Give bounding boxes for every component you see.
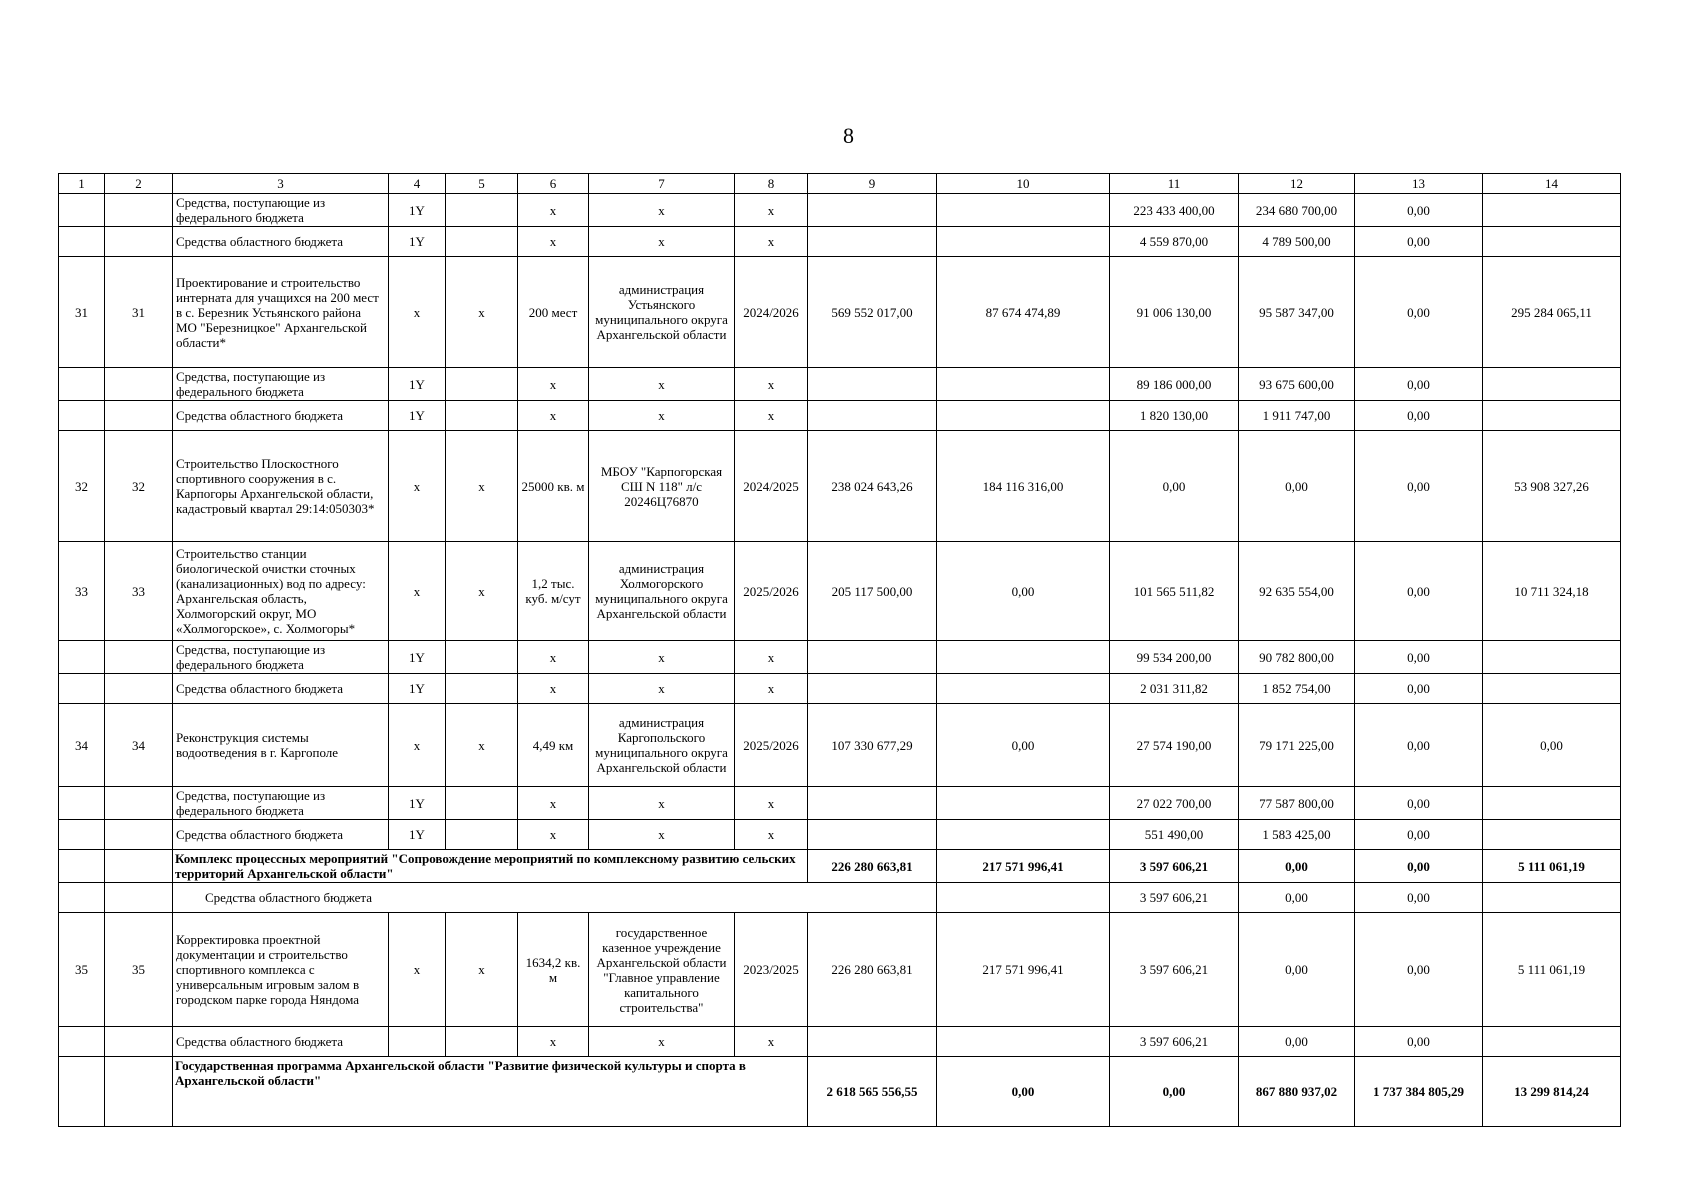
table-cell [937,194,1110,227]
table-cell [446,1027,518,1057]
table-row [59,194,1621,227]
table-cell: 0,00 [1483,704,1621,787]
table-cell: 226 280 663,81 [808,850,937,883]
table-cell: 10 711 324,18 [1483,542,1621,641]
table-cell [59,674,105,704]
page-number: 8 [843,123,854,148]
table-cell [59,194,105,227]
table-cell: 295 284 065,11 [1483,257,1621,368]
complex-summary-row [59,850,1621,883]
table-cell: x [518,674,589,704]
table-cell: 0,00 [1239,1027,1355,1057]
table-cell: Проектирование и строительство интерната для учащихся на 200 мест в с. Березник Устьянского района МО "Березницкое" Архангельской области* [173,257,389,368]
table-cell: администрация Холмогорского муниципального округа Архангельской области [589,542,735,641]
table-cell: 1Y [389,194,446,227]
table-cell: 217 571 996,41 [937,850,1110,883]
table-cell: x [518,820,589,850]
table-cell [1483,883,1621,913]
table-cell: x [735,787,808,820]
table-cell: 27 574 190,00 [1110,704,1239,787]
table-cell: 34 [59,704,105,787]
table-cell: x [518,641,589,674]
column-header: 5 [446,174,518,194]
table-cell: 1Y [389,674,446,704]
table-cell [937,368,1110,401]
table-cell: 79 171 225,00 [1239,704,1355,787]
table-cell: 0,00 [1355,787,1483,820]
table-cell: МБОУ "Карпогорская СШ N 118" л/с 20246Ц76870 [589,431,735,542]
column-header: 2 [105,174,173,194]
table-cell: 3 597 606,21 [1110,850,1239,883]
table-cell: x [446,431,518,542]
table-cell: 5 111 061,19 [1483,850,1621,883]
table-cell [105,787,173,820]
table-row [59,641,1621,674]
table-cell: 1 820 130,00 [1110,401,1239,431]
column-header: 11 [1110,174,1239,194]
table-cell: 2024/2025 [735,431,808,542]
table-cell: 2 618 565 556,55 [808,1057,937,1127]
table-cell: x [735,194,808,227]
table-cell: x [446,542,518,641]
table-cell [937,787,1110,820]
table-cell: x [735,820,808,850]
table-cell: администрация Устьянского муниципального округа Архангельской области [589,257,735,368]
table-cell [808,674,937,704]
table-cell: 0,00 [1355,542,1483,641]
table-cell [1483,368,1621,401]
table-cell: Средства, поступающие из федерального бюджета [173,368,389,401]
table-row [59,704,1621,787]
table-row [59,227,1621,257]
table-cell: 0,00 [1355,401,1483,431]
table-cell: x [735,641,808,674]
table-cell: 87 674 474,89 [937,257,1110,368]
table-cell: 0,00 [1355,227,1483,257]
table-cell [105,1057,173,1127]
table-cell: 0,00 [937,1057,1110,1127]
table-cell: 0,00 [1355,257,1483,368]
table-cell: Средства областного бюджета [173,1027,389,1057]
table-cell [59,787,105,820]
table-cell: 0,00 [1355,1027,1483,1057]
table-cell: 13 299 814,24 [1483,1057,1621,1127]
table-cell: 1,2 тыс. куб. м/сут [518,542,589,641]
table-row [59,542,1621,641]
table-cell: Средства областного бюджета [173,820,389,850]
table-cell [389,1027,446,1057]
table-cell: 217 571 996,41 [937,913,1110,1027]
table-cell [105,194,173,227]
table-cell: 91 006 130,00 [1110,257,1239,368]
table-cell: 90 782 800,00 [1239,641,1355,674]
table-cell [808,194,937,227]
table-cell [446,194,518,227]
table-cell: x [518,787,589,820]
table-cell: 31 [59,257,105,368]
table-cell: 107 330 677,29 [808,704,937,787]
table-cell: 35 [59,913,105,1027]
table-cell [1483,641,1621,674]
table-cell: 1 911 747,00 [1239,401,1355,431]
table-cell [1483,674,1621,704]
table-cell: x [389,913,446,1027]
table-cell: x [518,401,589,431]
table-cell: администрация Каргопольского муниципального округа Архангельской области [589,704,735,787]
table-row [59,368,1621,401]
table-cell: 3 597 606,21 [1110,883,1239,913]
table-cell [59,883,105,913]
table-cell: x [589,368,735,401]
column-header: 10 [937,174,1110,194]
table-cell: 0,00 [1355,913,1483,1027]
table-cell: 569 552 017,00 [808,257,937,368]
table-cell: 3 597 606,21 [1110,1027,1239,1057]
table-cell: x [518,368,589,401]
table-cell: Средства областного бюджета [173,401,389,431]
table-cell [808,227,937,257]
complex-title: Комплекс процессных мероприятий "Сопровождение мероприятий по комплексному развитию сельских территорий Архангельской области" [173,850,808,883]
table-cell: 35 [105,913,173,1027]
table-cell [1483,401,1621,431]
table-cell [937,883,1110,913]
table-cell: x [735,401,808,431]
table-cell: 4 789 500,00 [1239,227,1355,257]
table-cell: 4,49 км [518,704,589,787]
table-cell: x [735,368,808,401]
table-cell: 1 852 754,00 [1239,674,1355,704]
column-header: 1 [59,174,105,194]
table-cell: 184 116 316,00 [937,431,1110,542]
table-cell: 0,00 [1355,641,1483,674]
column-header: 8 [735,174,808,194]
table-cell: 1Y [389,641,446,674]
table-cell: 0,00 [1355,431,1483,542]
table-cell [808,1027,937,1057]
table-cell [446,227,518,257]
table-cell: 0,00 [1355,194,1483,227]
budget-table [58,173,1621,1127]
table-cell: Средства, поступающие из федерального бюджета [173,641,389,674]
column-header: 4 [389,174,446,194]
table-cell [937,641,1110,674]
table-cell: 0,00 [1355,850,1483,883]
table-cell [446,401,518,431]
table-cell: Средства областного бюджета [173,674,389,704]
complex-oblast-label: Средства областного бюджета [173,883,937,913]
table-cell: 53 908 327,26 [1483,431,1621,542]
column-header: 7 [589,174,735,194]
table-cell: 0,00 [1110,1057,1239,1127]
table-cell: 0,00 [1239,850,1355,883]
table-cell: Средства, поступающие из федерального бюджета [173,787,389,820]
table-cell [105,401,173,431]
table-cell: x [389,704,446,787]
table-cell: x [735,674,808,704]
table-cell: 0,00 [1239,913,1355,1027]
table-cell [105,850,173,883]
table-cell: x [735,1027,808,1057]
table-cell: 0,00 [1355,883,1483,913]
table-cell: 2 031 311,82 [1110,674,1239,704]
table-cell [59,850,105,883]
table-cell: 1634,2 кв. м [518,913,589,1027]
table-cell: Средства, поступающие из федерального бюджета [173,194,389,227]
table-cell: x [389,257,446,368]
table-cell: 0,00 [1355,368,1483,401]
table-cell: 2024/2026 [735,257,808,368]
table-cell [937,227,1110,257]
table-cell: x [589,674,735,704]
table-row [59,431,1621,542]
table-cell [59,820,105,850]
table-cell [59,1027,105,1057]
table-cell [1483,227,1621,257]
table-cell: 234 680 700,00 [1239,194,1355,227]
table-cell: 77 587 800,00 [1239,787,1355,820]
table-cell: x [389,431,446,542]
table-cell: 95 587 347,00 [1239,257,1355,368]
column-header: 14 [1483,174,1621,194]
table-cell [446,368,518,401]
table-cell [1483,1027,1621,1057]
table-cell [808,401,937,431]
table-cell: государственное казенное учреждение Архангельской области "Главное управление капитального строительства" [589,913,735,1027]
table-cell: 2023/2025 [735,913,808,1027]
table-cell: 0,00 [1110,431,1239,542]
table-cell: Реконструкция системы водоотведения в г. Каргополе [173,704,389,787]
table-cell: 89 186 000,00 [1110,368,1239,401]
table-cell: 5 111 061,19 [1483,913,1621,1027]
table-cell: Строительство станции биологической очистки сточных (канализационных) вод по адресу: Архангельская область, Холмогорский округ, МО «Холмогорское», с. Холмогоры* [173,542,389,641]
table-cell: Корректировка проектной документации и строительство спортивного комплекса с универсальным игровым залом в городском парке города Няндома [173,913,389,1027]
table-cell: 93 675 600,00 [1239,368,1355,401]
table-cell: 25000 кв. м [518,431,589,542]
table-cell: 0,00 [1355,704,1483,787]
table-cell [1483,820,1621,850]
table-cell [105,368,173,401]
table-cell: 33 [105,542,173,641]
table-cell: 238 024 643,26 [808,431,937,542]
table-cell [937,401,1110,431]
table-cell: 2025/2026 [735,704,808,787]
table-body [59,174,1621,1127]
table-cell: Средства областного бюджета [173,227,389,257]
program-total-row [59,1057,1621,1127]
table-cell: x [589,194,735,227]
table-cell [808,368,937,401]
table-cell: x [446,913,518,1027]
table-cell: 4 559 870,00 [1110,227,1239,257]
table-cell: 31 [105,257,173,368]
table-cell: 101 565 511,82 [1110,542,1239,641]
table-cell: x [446,704,518,787]
table-cell: x [518,227,589,257]
table-cell: 0,00 [1239,883,1355,913]
table-cell: 92 635 554,00 [1239,542,1355,641]
table-cell [446,820,518,850]
table-cell [937,820,1110,850]
header-row [59,174,1621,194]
table-cell: 32 [105,431,173,542]
table-cell: 1 583 425,00 [1239,820,1355,850]
table-cell: 200 мест [518,257,589,368]
table-cell: 3 597 606,21 [1110,913,1239,1027]
table-cell [59,401,105,431]
table-cell: 867 880 937,02 [1239,1057,1355,1127]
table-cell: 1 737 384 805,29 [1355,1057,1483,1127]
table-cell: 34 [105,704,173,787]
table-cell [808,641,937,674]
table-cell [105,820,173,850]
table-cell [446,674,518,704]
table-cell: x [518,1027,589,1057]
program-title: Государственная программа Архангельской области "Развитие физической культуры и спорта в Архангельской области" [173,1057,808,1127]
table-cell [446,641,518,674]
table-cell: x [589,401,735,431]
table-cell [105,674,173,704]
table-row [59,787,1621,820]
table-row [59,401,1621,431]
table-cell: 0,00 [937,542,1110,641]
table-cell [937,674,1110,704]
table-cell: 0,00 [1355,820,1483,850]
table-cell: 1Y [389,401,446,431]
table-cell [937,1027,1110,1057]
table-row [59,1027,1621,1057]
table-cell: 33 [59,542,105,641]
column-header: 13 [1355,174,1483,194]
table-row [59,913,1621,1027]
table-cell: x [589,227,735,257]
table-cell: Строительство Плоскостного спортивного сооружения в с. Карпогоры Архангельской области, кадастровый квартал 29:14:050303* [173,431,389,542]
table-cell [808,787,937,820]
table-cell: 1Y [389,787,446,820]
table-cell: x [589,1027,735,1057]
table-cell: 226 280 663,81 [808,913,937,1027]
table-cell: x [589,820,735,850]
table-cell [1483,194,1621,227]
column-header: 12 [1239,174,1355,194]
table-cell: 205 117 500,00 [808,542,937,641]
table-cell: 0,00 [1355,674,1483,704]
table-cell: 0,00 [937,704,1110,787]
table-cell [446,787,518,820]
table-cell [59,227,105,257]
table-cell: 99 534 200,00 [1110,641,1239,674]
table-cell: 1Y [389,820,446,850]
table-cell: 0,00 [1239,431,1355,542]
table-cell [105,883,173,913]
table-cell [808,820,937,850]
table-cell: 551 490,00 [1110,820,1239,850]
table-cell: 32 [59,431,105,542]
table-cell: x [735,227,808,257]
table-cell [1483,787,1621,820]
table-cell: 27 022 700,00 [1110,787,1239,820]
table-cell [105,641,173,674]
column-header: 3 [173,174,389,194]
table-cell [105,227,173,257]
table-row [59,820,1621,850]
table-cell [59,368,105,401]
table-cell [59,641,105,674]
table-cell: x [446,257,518,368]
table-cell: 1Y [389,227,446,257]
table-row [59,257,1621,368]
table-cell: x [389,542,446,641]
table-cell: x [589,641,735,674]
table-row [59,674,1621,704]
column-header: 9 [808,174,937,194]
table-cell: x [589,787,735,820]
complex-oblast-row [59,883,1621,913]
table-cell [105,1027,173,1057]
table-cell: x [518,194,589,227]
table-cell: 2025/2026 [735,542,808,641]
table-cell [59,1057,105,1127]
column-header: 6 [518,174,589,194]
table-cell: 223 433 400,00 [1110,194,1239,227]
table-cell: 1Y [389,368,446,401]
